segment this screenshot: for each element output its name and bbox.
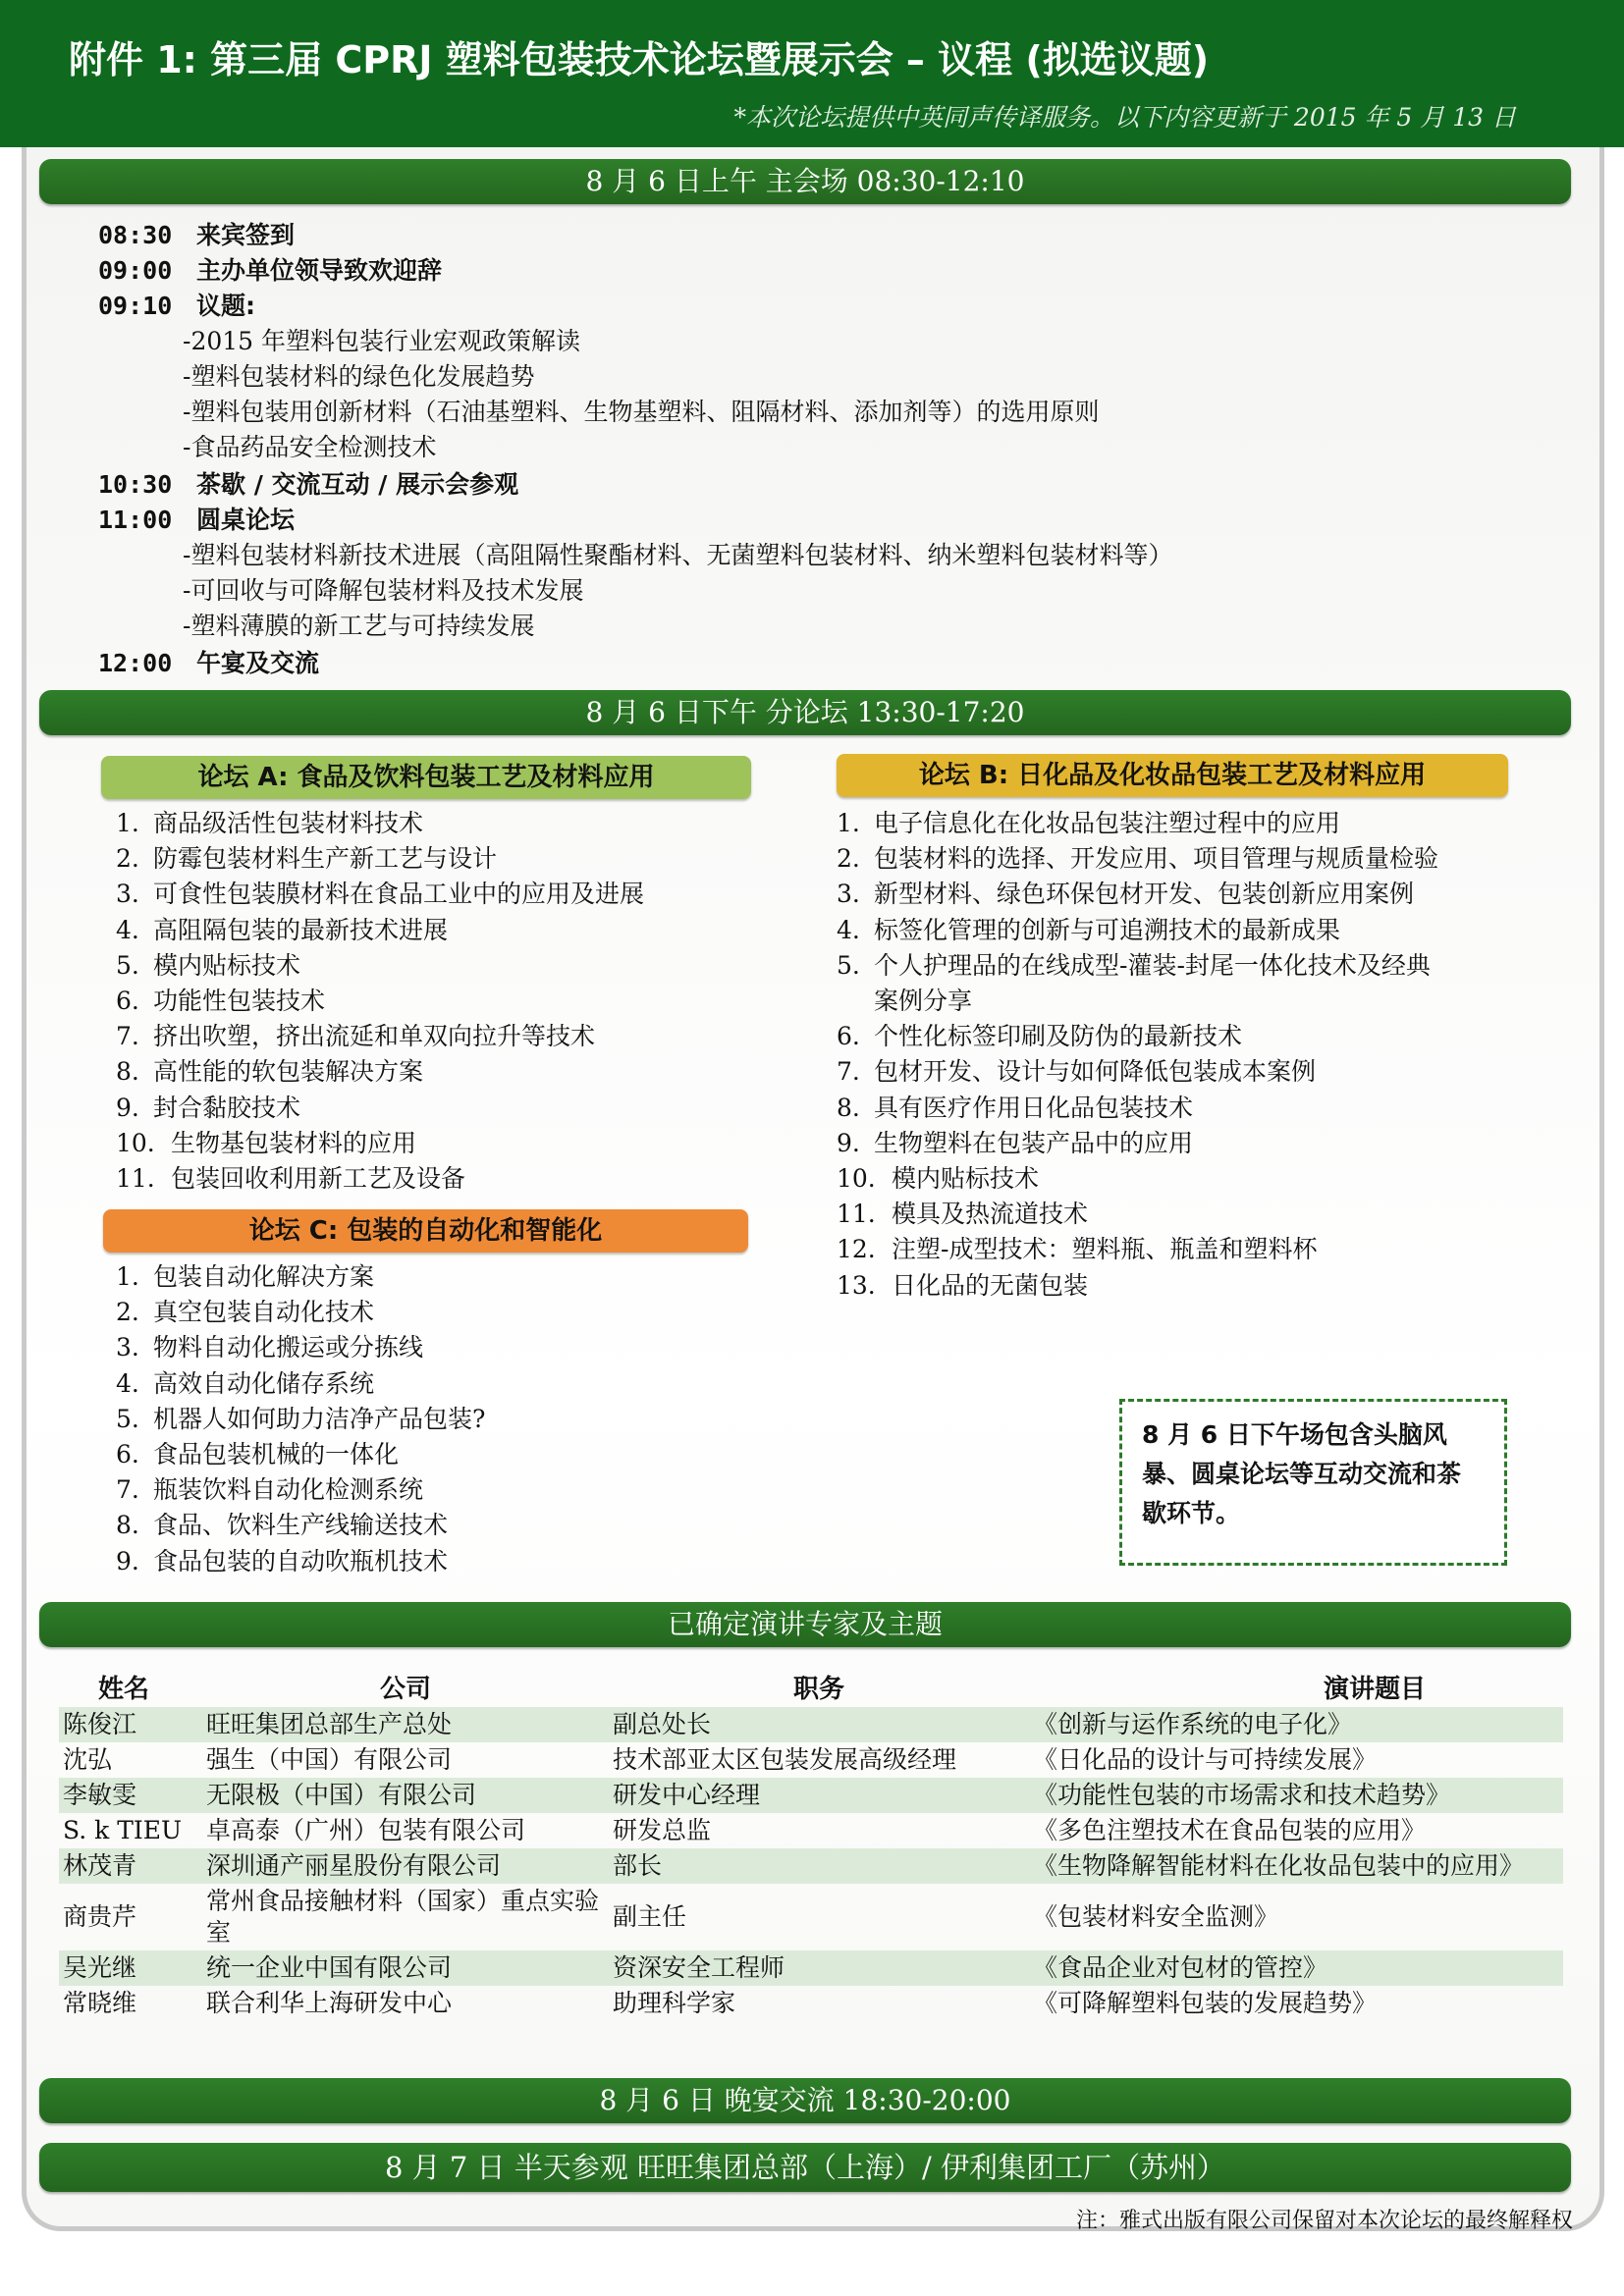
forum-list-item bbox=[116, 1054, 644, 1090]
expert-position: 技术部亚太区包装发展高级经理 bbox=[613, 1745, 957, 1774]
forum-list-item bbox=[116, 1366, 485, 1402]
item-text: 真空包装自动化技术 bbox=[153, 1298, 375, 1327]
item-text: 模内贴标技术 bbox=[892, 1164, 1040, 1194]
forum-a-list bbox=[116, 806, 644, 1197]
item-text: 挤出吹塑，挤出流延和单双向拉升等技术 bbox=[153, 1022, 596, 1051]
item-number: 1. bbox=[837, 809, 860, 837]
item-number: 1. bbox=[116, 809, 139, 837]
forum-list-item bbox=[116, 1295, 485, 1330]
expert-topic: 《可降解塑料包装的发展趋势》 bbox=[1033, 1989, 1378, 2017]
forum-list-item bbox=[116, 1472, 485, 1508]
forum-list-item bbox=[837, 1091, 1438, 1126]
item-text: 瓶装饮料自动化检测系统 bbox=[153, 1475, 424, 1505]
item-text: 食品、饮料生产线输送技术 bbox=[153, 1511, 449, 1540]
topic-item: -可回收与可降解包装材料及技术发展 bbox=[183, 576, 584, 605]
table-row bbox=[59, 1986, 1563, 2021]
agenda-time: 11:00 bbox=[98, 506, 173, 534]
item-text: 高阻隔包装的最新技术进展 bbox=[153, 915, 449, 944]
item-number: 7. bbox=[116, 1475, 139, 1505]
expert-name: 商贵芹 bbox=[63, 1902, 137, 1931]
expert-company: 无限极（中国）有限公司 bbox=[202, 1778, 609, 1813]
visit-bar: 8 月 7 日 半天参观 旺旺集团总部（上海）/ 伊利集团工厂（苏州） bbox=[39, 2143, 1571, 2192]
expert-company: 联合利华上海研发中心 bbox=[206, 1989, 453, 2017]
expert-name: 吴光继 bbox=[59, 1950, 202, 1986]
forum-list-item bbox=[837, 1268, 1438, 1304]
forum-list-item bbox=[837, 1197, 1438, 1232]
item-text: 防霉包装材料生产新工艺与设计 bbox=[153, 844, 498, 874]
item-text: 包装自动化解决方案 bbox=[153, 1262, 375, 1291]
morning-session-bar: 8 月 6 日上午 主会场 08:30-12:10 bbox=[39, 159, 1571, 204]
expert-company: 卓高泰（广州）包装有限公司 bbox=[206, 1816, 526, 1844]
item-text: 机器人如何助力洁净产品包装? bbox=[153, 1404, 486, 1433]
expert-position: 研发中心经理 bbox=[609, 1778, 1029, 1813]
item-number: 4. bbox=[116, 915, 139, 944]
item-text: 注塑-成型技术：塑料瓶、瓶盖和塑料杯 bbox=[892, 1235, 1318, 1264]
forum-c-title: 论坛 C: 包装的自动化和智能化 bbox=[103, 1209, 748, 1253]
expert-topic: 《生物降解智能材料在化妆品包装中的应用》 bbox=[1029, 1848, 1563, 1884]
footer-note: 注：雅式出版有限公司保留对本次论坛的最终解释权 bbox=[1075, 2209, 1573, 2233]
item-number: 8. bbox=[116, 1511, 139, 1540]
forum-list-item bbox=[116, 1508, 485, 1543]
agenda-time: 10:30 bbox=[98, 470, 173, 499]
forum-list-item bbox=[837, 1161, 1438, 1197]
topic-item: -塑料包装用创新材料（石油基塑料、生物基塑料、阻隔材料、添加剂等）的选用原则 bbox=[183, 398, 1100, 426]
item-text: 封合黏胶技术 bbox=[153, 1093, 301, 1122]
expert-name: S. k TIEU bbox=[63, 1816, 183, 1844]
experts-bar: 已确定演讲专家及主题 bbox=[39, 1602, 1571, 1647]
forum-list-item bbox=[116, 806, 644, 841]
expert-topic: 《多色注塑技术在食品包装的应用》 bbox=[1033, 1816, 1427, 1844]
agenda-row bbox=[98, 253, 442, 289]
expert-name: 常晓维 bbox=[63, 1989, 137, 2017]
item-text: 个人护理品的在线成型-灌装-封尾一体化技术及经典 bbox=[874, 950, 1431, 980]
forum-list-item bbox=[837, 877, 1438, 912]
item-number: 7. bbox=[116, 1022, 139, 1051]
expert-topic: 《创新与运作系统的电子化》 bbox=[1029, 1707, 1563, 1742]
agenda-time: 09:00 bbox=[98, 256, 173, 285]
agenda-label: 午宴及交流 bbox=[196, 649, 320, 677]
agenda-row bbox=[98, 289, 255, 324]
agenda-label: 来宾签到 bbox=[196, 221, 296, 249]
forum-list-item bbox=[837, 948, 1438, 984]
forum-list-item bbox=[837, 1232, 1438, 1267]
forum-list-item bbox=[837, 806, 1438, 841]
item-number: 8. bbox=[116, 1057, 139, 1087]
item-text: 商品级活性包装材料技术 bbox=[153, 809, 424, 837]
forum-list-item bbox=[116, 1091, 644, 1126]
item-number: 6. bbox=[837, 1022, 860, 1051]
item-number: 2. bbox=[116, 844, 139, 874]
item-text: 日化品的无菌包装 bbox=[892, 1270, 1089, 1300]
item-number: 4. bbox=[116, 1368, 139, 1398]
forum-list-item bbox=[116, 1259, 485, 1295]
item-number: 10. bbox=[837, 1164, 876, 1194]
item-number: 2. bbox=[116, 1298, 139, 1327]
forum-list-item bbox=[837, 1054, 1438, 1090]
experts-table-header bbox=[59, 1666, 1563, 1707]
item-number: 5. bbox=[116, 950, 139, 980]
table-row bbox=[59, 1950, 1563, 1986]
expert-name: 林茂青 bbox=[59, 1848, 202, 1884]
header-name: 姓名 bbox=[98, 1674, 150, 1704]
item-text: 包装回收利用新工艺及设备 bbox=[171, 1164, 466, 1194]
item-text: 生物基包装材料的应用 bbox=[171, 1128, 417, 1157]
expert-position: 部长 bbox=[609, 1848, 1029, 1884]
expert-position: 助理科学家 bbox=[613, 1989, 736, 2017]
expert-name: 李敏雯 bbox=[59, 1778, 202, 1813]
forum-list-item bbox=[116, 1402, 485, 1437]
agenda-label: 主办单位领导致欢迎辞 bbox=[196, 256, 443, 285]
forum-list-item bbox=[116, 877, 644, 912]
forum-list-item bbox=[837, 1019, 1438, 1054]
forum-list-item bbox=[837, 841, 1438, 877]
item-text: 功能性包装技术 bbox=[153, 987, 326, 1016]
item-text: 生物塑料在包装产品中的应用 bbox=[874, 1128, 1194, 1157]
table-row bbox=[59, 1884, 1563, 1950]
agenda-time: 09:10 bbox=[98, 292, 173, 320]
item-text: 高效自动化储存系统 bbox=[153, 1368, 375, 1398]
topic-item: -2015 年塑料包装行业宏观政策解读 bbox=[183, 327, 581, 355]
expert-company: 常州食品接触材料（国家）重点实验室 bbox=[206, 1887, 600, 1947]
expert-position: 副总处长 bbox=[609, 1707, 1029, 1742]
item-number: 8. bbox=[837, 1093, 860, 1122]
agenda-row bbox=[98, 503, 295, 538]
agenda-row bbox=[98, 467, 518, 503]
table-row bbox=[59, 1813, 1563, 1848]
item-number: 13. bbox=[837, 1270, 876, 1300]
item-number: 6. bbox=[116, 1440, 139, 1469]
item-text: 个性化标签印刷及防伪的最新技术 bbox=[874, 1022, 1243, 1051]
item-number: 3. bbox=[116, 1333, 139, 1362]
expert-position: 研发总监 bbox=[613, 1816, 712, 1844]
forum-c-list bbox=[116, 1259, 485, 1579]
expert-company: 统一企业中国有限公司 bbox=[202, 1950, 609, 1986]
forum-list-item bbox=[116, 948, 644, 984]
item-number: 11. bbox=[837, 1200, 876, 1229]
item-number: 3. bbox=[116, 880, 139, 909]
item-number: 7. bbox=[837, 1057, 860, 1087]
table-row bbox=[59, 1707, 1563, 1742]
item-text: 电子信息化在化妆品包装注塑过程中的应用 bbox=[874, 809, 1341, 837]
item-text: 食品包装机械的一体化 bbox=[153, 1440, 400, 1469]
item-text: 包材开发、设计与如何降低包装成本案例 bbox=[874, 1057, 1317, 1087]
forum-list-item bbox=[116, 1330, 485, 1365]
update-note: *本次论坛提供中英同声传译服务。以下内容更新于 2015 年 5 月 13 日 bbox=[733, 103, 1516, 132]
expert-company: 深圳通产丽星股份有限公司 bbox=[202, 1848, 609, 1884]
evening-bar: 8 月 6 日 晚宴交流 18:30-20:00 bbox=[39, 2078, 1571, 2123]
forum-list-item bbox=[837, 913, 1438, 948]
expert-company: 强生（中国）有限公司 bbox=[206, 1745, 453, 1774]
item-number: 11. bbox=[116, 1164, 155, 1194]
item-number: 10. bbox=[116, 1128, 155, 1157]
agenda-row bbox=[98, 646, 319, 681]
item-number: 9. bbox=[116, 1546, 139, 1575]
agenda-label: 茶歇 / 交流互动 / 展示会参观 bbox=[196, 470, 519, 499]
expert-name: 陈俊江 bbox=[59, 1707, 202, 1742]
item-number: 12. bbox=[837, 1235, 876, 1264]
item-text: 包装材料的选择、开发应用、项目管理与规质量检验 bbox=[874, 844, 1439, 874]
afternoon-note-box: 8 月 6 日下午场包含头脑风暴、圆桌论坛等互动交流和茶歇环节。 bbox=[1119, 1399, 1507, 1566]
item-text: 具有医疗作用日化品包装技术 bbox=[874, 1093, 1194, 1122]
expert-topic: 《包装材料安全监测》 bbox=[1033, 1902, 1279, 1931]
expert-position: 副主任 bbox=[613, 1902, 687, 1931]
expert-name: 沈弘 bbox=[63, 1745, 113, 1774]
item-text: 高性能的软包装解决方案 bbox=[153, 1057, 424, 1087]
forum-list-item-continuation: 案例分享 bbox=[874, 987, 973, 1016]
document-title: 附件 1: 第三届 CPRJ 塑料包装技术论坛暨展示会 – 议程 (拟选议题) bbox=[69, 38, 1210, 81]
agenda-row bbox=[98, 218, 295, 253]
header-position: 职务 bbox=[792, 1674, 844, 1704]
header-company: 公司 bbox=[379, 1674, 431, 1704]
item-text: 模具及热流道技术 bbox=[892, 1200, 1089, 1229]
item-number: 5. bbox=[837, 950, 860, 980]
item-text: 物料自动化搬运或分拣线 bbox=[153, 1333, 424, 1362]
topic-item: -塑料包装材料新技术进展（高阻隔性聚酯材料、无菌塑料包装材料、纳米塑料包装材料等） bbox=[183, 541, 1173, 569]
forum-b-title: 论坛 B: 日化品及化妆品包装工艺及材料应用 bbox=[837, 754, 1508, 797]
item-number: 6. bbox=[116, 987, 139, 1016]
afternoon-session-bar: 8 月 6 日下午 分论坛 13:30-17:20 bbox=[39, 690, 1571, 735]
forum-list-item bbox=[116, 1019, 644, 1054]
expert-topic: 《食品企业对包材的管控》 bbox=[1029, 1950, 1563, 1986]
item-number: 1. bbox=[116, 1262, 139, 1291]
forum-list-item bbox=[116, 1126, 644, 1161]
item-number: 5. bbox=[116, 1404, 139, 1433]
forum-list-item bbox=[116, 913, 644, 948]
forum-b-list bbox=[837, 806, 1438, 1304]
forum-list-item bbox=[116, 1544, 485, 1579]
topic-item: -塑料薄膜的新工艺与可持续发展 bbox=[183, 612, 535, 640]
agenda-time: 12:00 bbox=[98, 649, 173, 677]
item-text: 新型材料、绿色环保包材开发、包装创新应用案例 bbox=[874, 880, 1415, 909]
header-topic: 演讲题目 bbox=[1323, 1674, 1426, 1704]
item-text: 标签化管理的创新与可追溯技术的最新成果 bbox=[874, 915, 1341, 944]
item-text: 模内贴标技术 bbox=[153, 950, 301, 980]
experts-table bbox=[59, 1666, 1563, 2021]
expert-company: 旺旺集团总部生产总处 bbox=[202, 1707, 609, 1742]
item-number: 4. bbox=[837, 915, 860, 944]
table-row bbox=[59, 1778, 1563, 1813]
topic-item: -食品药品安全检测技术 bbox=[183, 433, 437, 461]
forum-a-title: 论坛 A: 食品及饮料包装工艺及材料应用 bbox=[101, 756, 751, 799]
agenda-time: 08:30 bbox=[98, 221, 173, 249]
item-text: 可食性包装膜材料在食品工业中的应用及进展 bbox=[153, 880, 645, 909]
expert-topic: 《功能性包装的市场需求和技术趋势》 bbox=[1029, 1778, 1563, 1813]
forum-list-item bbox=[116, 1437, 485, 1472]
forum-list-item bbox=[837, 1126, 1438, 1161]
item-number: 9. bbox=[837, 1128, 860, 1157]
table-row bbox=[59, 1742, 1563, 1778]
expert-topic: 《日化品的设计与可持续发展》 bbox=[1033, 1745, 1378, 1774]
item-text: 食品包装的自动吹瓶机技术 bbox=[153, 1546, 449, 1575]
expert-position: 资深安全工程师 bbox=[609, 1950, 1029, 1986]
item-number: 9. bbox=[116, 1093, 139, 1122]
item-number: 3. bbox=[837, 880, 860, 909]
header-banner bbox=[0, 0, 1624, 147]
agenda-label: 圆桌论坛 bbox=[196, 506, 296, 534]
topic-item: -塑料包装材料的绿色化发展趋势 bbox=[183, 362, 535, 391]
item-number: 2. bbox=[837, 844, 860, 874]
forum-list-item bbox=[116, 1161, 644, 1197]
table-row bbox=[59, 1848, 1563, 1884]
forum-list-item bbox=[116, 984, 644, 1019]
agenda-label: 议题: bbox=[196, 292, 255, 320]
forum-list-item bbox=[116, 841, 644, 877]
